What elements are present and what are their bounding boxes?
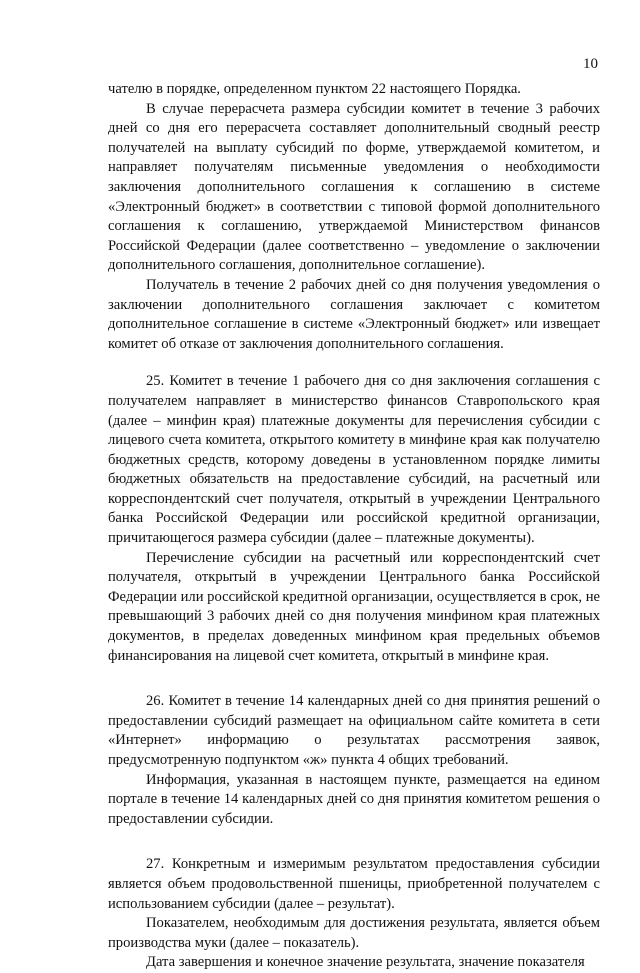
paragraph-item-25: 25. Комитет в течение 1 рабочего дня со дня заключения соглашения с получателем направляет в министерство финансов Ставропольского края (далее – минфин края) платежные документы для перечисления субсидии с лицевого счета комитета, открытого комитету в минфине края как получателю бюджетных средств, которому доведены в установленном порядке лимиты бюджетных обязательств на предоставление субсидий, на расчетный или корреспондентский счет получателя, открытый в учреждении Центрального банка Российской Федерации или российской кредитной организации, причитающегося размера субсидии (далее – платежные документы). bbox=[108, 373, 600, 547]
paragraph-item-27: 27. Конкретным и измеримым результатом предоставления субсидии является объем продовольственной пшеницы, приобретенной получателем с использованием субсидии (далее – результат). bbox=[108, 856, 600, 912]
paragraph-recalculation: В случае перерасчета размера субсидии комитет в течение 3 рабочих дней со дня его перерасчета составляет дополнительный сводный реестр получателей на выплату субсидий по форме, утверждаемой комитетом, и направляет получателям письменные уведомления о необходимости заключения дополнительного соглашения к соглашению в системе «Электронный бюджет» в соответствии с типовой формой дополнительного соглашения к соглашению, утверждаемой Министерством финансов Российской Федерации (далее соответственно – уведомление о заключении дополнительного соглашения, дополнительное соглашение). bbox=[108, 100, 600, 274]
paragraph-recipient-agreement: Получатель в течение 2 рабочих дней со дня получения уведомления о заключении дополнительного соглашения заключает с комитетом дополнительное соглашение в системе «Электронный бюджет» или извещает комитет об отказе от заключения дополнительного соглашения. bbox=[108, 276, 600, 352]
paragraph-continuation: чателю в порядке, определенном пунктом 22 настоящего Порядка. bbox=[108, 81, 521, 97]
document-body bbox=[108, 80, 600, 973]
paragraph-indicator: Показателем, необходимым для достижения результата, является объем производства муки (далее – показатель). bbox=[108, 915, 600, 951]
paragraph-item-26: 26. Комитет в течение 14 календарных дней со дня принятия решений о предоставлении субсидий размещает на официальном сайте комитета в сети «Интернет» информацию о результатах рассмотрения заявок, предусмотренную подпунктом «ж» пункта 4 общих требований. bbox=[108, 693, 600, 768]
paragraph-portal-info: Информация, указанная в настоящем пункте, размещается на едином портале в течение 14 календарных дней со дня принятия комитетом решения о предоставлении субсидии. bbox=[108, 771, 600, 827]
page-number: 10 bbox=[583, 56, 598, 72]
paragraph-completion-date: Дата завершения и конечное значение результата, значение показателя bbox=[146, 954, 585, 971]
paragraph-transfer: Перечисление субсидии на расчетный или корреспондентский счет получателя, открытый в учреждении Центрального банка Российской Федерации или российской кредитной организации, осуществляется в срок, не превышающий 3 рабочих дней со дня получения минфином края платежных документов, в пределах доведенных минфином края предельных объемов финансирования на лицевой счет комитета, открытый в минфине края. bbox=[108, 549, 600, 664]
